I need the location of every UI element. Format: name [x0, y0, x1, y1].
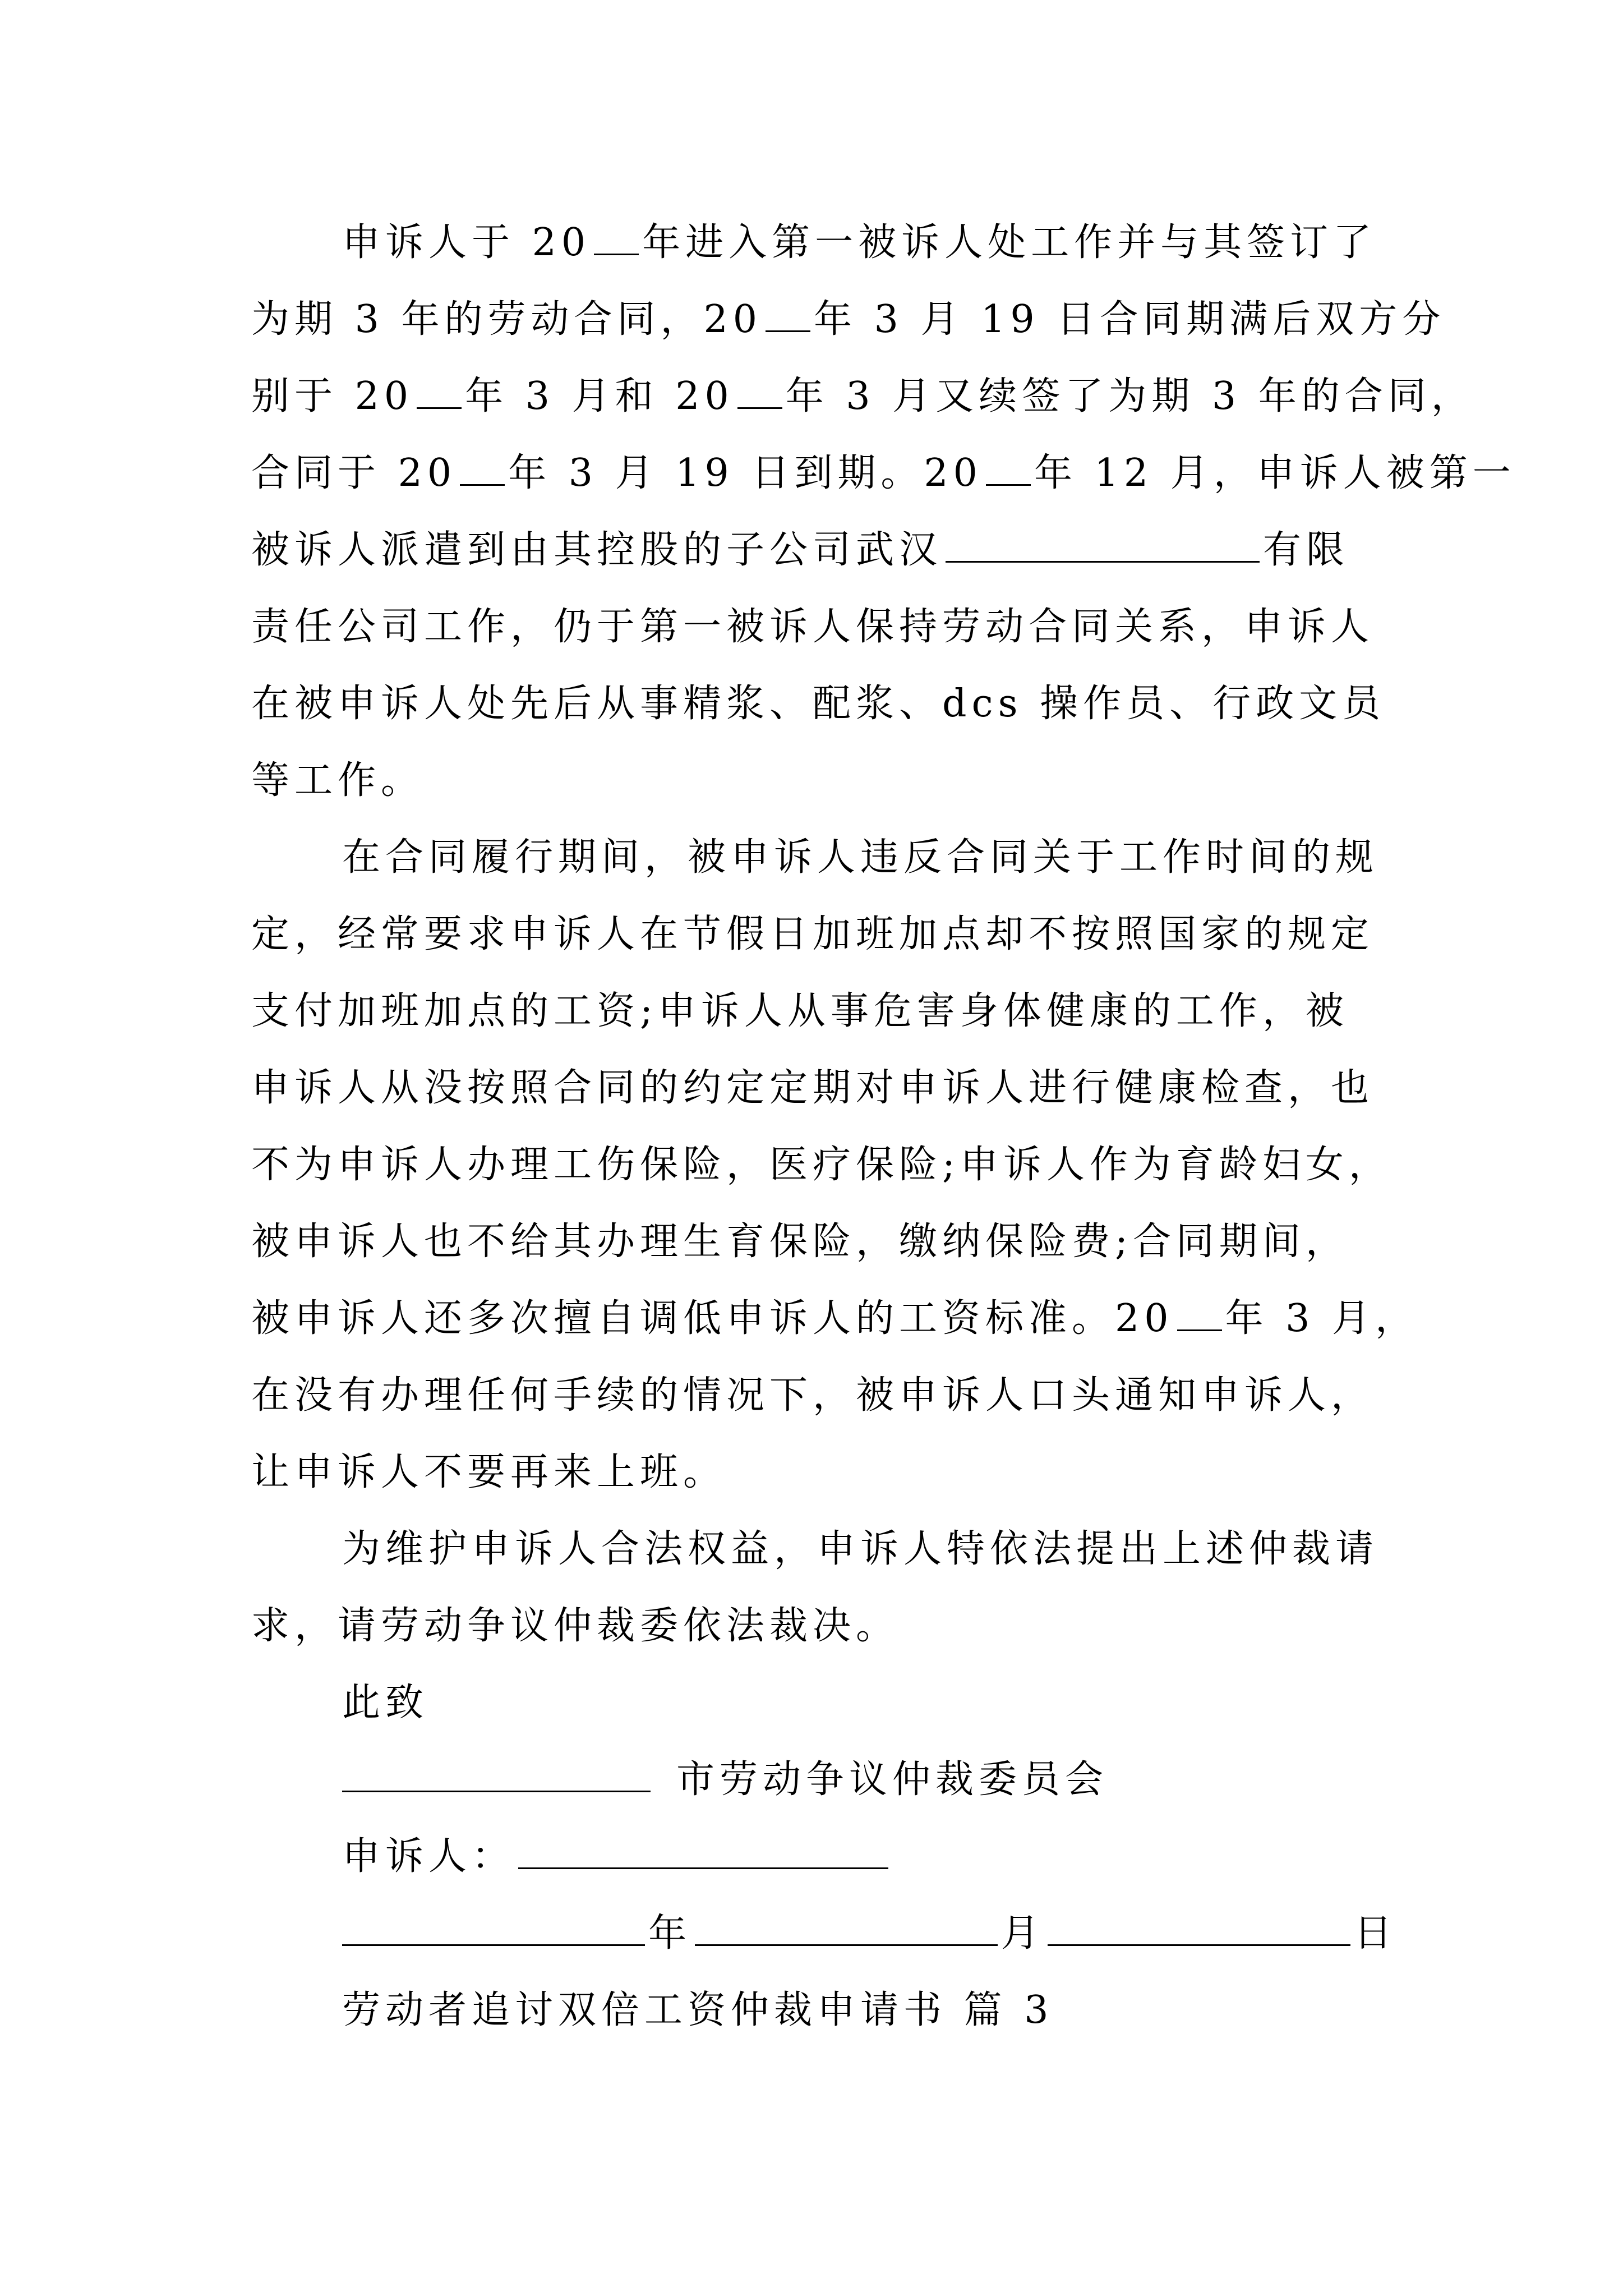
- paragraph-2-line-6: 被申诉人也不给其办理生育保险，缴纳保险费;合同期间，: [251, 1220, 1349, 1264]
- blank-year: [460, 452, 505, 486]
- blank-year: [417, 375, 462, 409]
- paragraph-1-line-8: 等工作。: [251, 758, 425, 803]
- blank-year: [594, 221, 639, 255]
- date-line: 年 月 日: [342, 1907, 1492, 1961]
- blank-month: [695, 1912, 998, 1946]
- blank-applicant-name: [518, 1835, 888, 1869]
- paragraph-2-line-8: 在没有办理任何手续的情况下，被申诉人口头通知申诉人，: [251, 1373, 1375, 1418]
- committee-line: 市劳动争议仲裁委员会: [342, 1753, 1492, 1807]
- applicant-line: 申诉人：: [342, 1830, 1492, 1884]
- blank-year: [1177, 1297, 1222, 1331]
- paragraph-2-line-1: 在合同履行期间，被申诉人违反合同关于工作时间的规: [342, 835, 1379, 880]
- paragraph-2-line-2: 定，经常要求申诉人在节假日加班加点却不按照国家的规定: [251, 912, 1375, 956]
- paragraph-2-line-3: 支付加班加点的工资;申诉人从事危害身体健康的工作，被: [251, 989, 1349, 1033]
- paragraph-1-line-1: 申诉人于 20 年进入第一被诉人处工作并与其签订了: [342, 220, 1377, 265]
- paragraph-3-line-1: 为维护申诉人合法权益，申诉人特依法提出上述仲裁请: [342, 1527, 1379, 1571]
- paragraph-1-line-7: 在被申诉人处先后从事精浆、配浆、dcs 操作员、行政文员: [251, 682, 1386, 726]
- paragraph-1-line-5: 被诉人派遣到由其控股的子公司武汉 有限: [251, 528, 1350, 572]
- next-section-title: 劳动者追讨双倍工资仲裁申请书 篇 3: [342, 1988, 1054, 2032]
- blank-year: [342, 1912, 645, 1946]
- blank-company-name: [946, 528, 1260, 563]
- blank-day: [1048, 1912, 1350, 1946]
- blank-city: [342, 1758, 651, 1792]
- paragraph-2-line-9: 让申诉人不要再来上班。: [251, 1450, 727, 1494]
- paragraph-2-line-4: 申诉人从没按照合同的约定定期对申诉人进行健康检查，也: [251, 1066, 1375, 1110]
- paragraph-1-line-3: 别于 20 年 3 月和 20 年 3 月又续签了为期 3 年的合同，: [251, 374, 1474, 418]
- paragraph-1-line-2: 为期 3 年的劳动合同，20 年 3 月 19 日合同期满后双方分: [251, 297, 1446, 342]
- blank-year: [766, 298, 810, 332]
- paragraph-1-line-4: 合同于 20 年 3 月 19 日到期。20 年 12 月，申诉人被第一: [251, 451, 1516, 495]
- blank-year: [737, 375, 782, 409]
- paragraph-1-line-6: 责任公司工作，仍于第一被诉人保持劳动合同关系，申诉人: [251, 605, 1375, 649]
- paragraph-2-line-7: 被申诉人还多次擅自调低申诉人的工资标准。20 年 3 月，: [251, 1296, 1419, 1341]
- salutation: 此致: [342, 1681, 429, 1725]
- paragraph-2-line-5: 不为申诉人办理工伤保险，医疗保险;申诉人作为育龄妇女，: [251, 1143, 1392, 1187]
- blank-year: [986, 452, 1031, 486]
- paragraph-3-line-2: 求，请劳动争议仲裁委依法裁决。: [251, 1604, 900, 1648]
